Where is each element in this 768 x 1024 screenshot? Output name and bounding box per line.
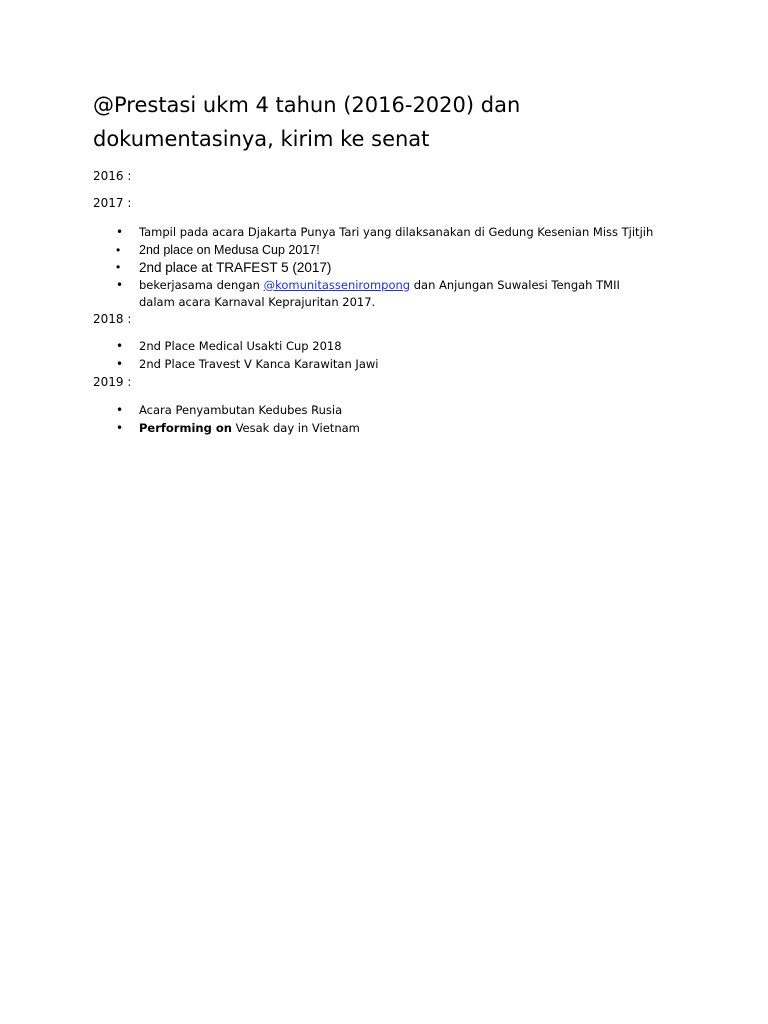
list-item <box>93 242 693 260</box>
list-item-text: 2nd Place Travest V Kanca Karawitan Jawi <box>139 356 379 371</box>
bullet-icon: • <box>116 356 124 371</box>
list-item <box>93 259 693 277</box>
year-heading-2017: 2017 : <box>93 196 132 210</box>
list-item-text: 2nd Place Medical Usakti Cup 2018 <box>139 339 342 353</box>
list-item-text-pre: bekerjasama dengan <box>139 277 264 292</box>
list-2018 <box>93 338 693 373</box>
bullet-icon: • <box>116 277 124 292</box>
list-item <box>93 277 693 312</box>
list-item-text: 2nd place on Medusa Cup 2017! <box>139 242 320 257</box>
year-heading-2019: 2019 : <box>93 375 132 389</box>
list-item-text: Acara Penyambutan Kedubes Rusia <box>139 403 343 417</box>
list-item <box>93 338 693 356</box>
bullet-icon: • <box>116 420 124 435</box>
list-item-text-post: dan Anjungan Suwalesi Tengah TMII <box>410 277 620 292</box>
bullet-icon: • <box>116 260 121 274</box>
document-title <box>93 88 713 156</box>
list-item-text: 2nd place at TRAFEST 5 (2017) <box>139 260 332 275</box>
list-item <box>93 402 693 420</box>
instagram-handle-link[interactable]: @komunitassenirompong <box>263 277 411 292</box>
year-heading-2018: 2018 : <box>93 312 132 326</box>
list-item <box>93 356 693 374</box>
list-2019 <box>93 402 693 437</box>
list-item <box>93 224 693 242</box>
list-item-text-bold: Performing on <box>139 420 232 435</box>
title-line-2: dokumentasinya, kirim ke senat <box>93 127 430 151</box>
list-item-text-rest: Vesak day in Vietnam <box>231 420 360 435</box>
list-2017 <box>93 224 693 312</box>
bullet-icon: • <box>116 403 124 417</box>
list-item-text: Tampil pada acara Djakarta Punya Tari yang dilaksanakan di Gedung Kesenian Miss Tjitjih <box>139 225 654 239</box>
bullet-icon: • <box>116 242 121 257</box>
title-line-1: @Prestasi ukm 4 tahun (2016-2020) dan <box>93 93 521 117</box>
document-page <box>93 88 713 435</box>
list-item <box>93 420 693 438</box>
bullet-icon: • <box>116 339 124 353</box>
list-item-text-line2: dalam acara Karnaval Keprajuritan 2017. <box>139 295 376 309</box>
year-heading-2016: 2016 : <box>93 169 132 183</box>
bullet-icon: • <box>116 225 124 239</box>
